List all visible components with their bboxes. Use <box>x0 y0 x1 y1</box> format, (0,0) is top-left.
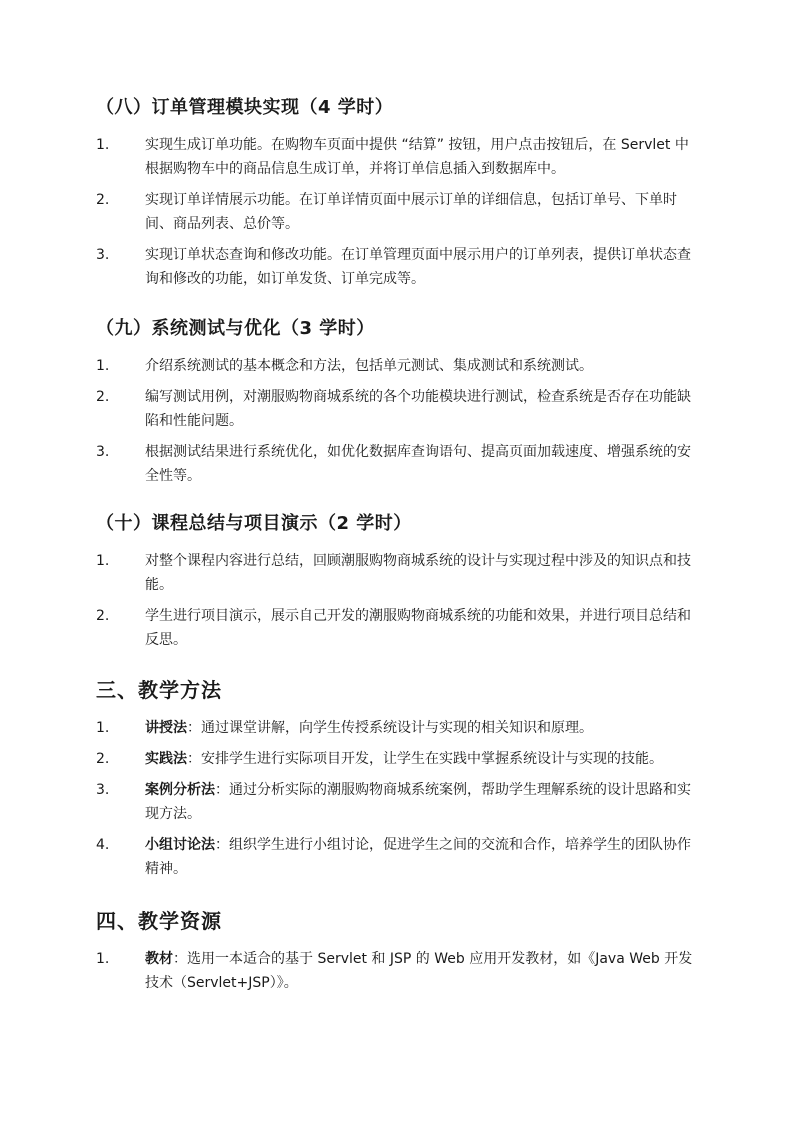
list-item <box>96 716 702 740</box>
item-text: ：选用一本适合的基于 Servlet 和 JSP 的 Web 应用开发教材，如《Java Web 开发技术（Servlet+JSP）》。 <box>145 951 693 991</box>
list-item <box>96 354 702 378</box>
list-item <box>96 133 702 181</box>
item-text: 学生进行项目演示，展示自己开发的潮服购物商城系统的功能和效果，并进行项目总结和反思。 <box>145 608 691 648</box>
section-summary <box>96 511 702 652</box>
item-text: ：通过课堂讲解，向学生传授系统设计与实现的相关知识和原理。 <box>187 720 593 736</box>
item-list <box>96 549 702 652</box>
item-number: 1. <box>96 720 110 736</box>
chapter-heading: 三、教学方法 <box>96 678 222 702</box>
item-number: 2. <box>96 608 110 624</box>
item-text: ：安排学生进行实际项目开发，让学生在实践中掌握系统设计与实现的技能。 <box>187 751 663 767</box>
item-number: 2. <box>96 389 110 405</box>
item-text: 介绍系统测试的基本概念和方法，包括单元测试、集成测试和系统测试。 <box>145 358 593 374</box>
item-list <box>96 354 702 488</box>
item-term: 案例分析法 <box>145 782 215 798</box>
section-heading: （十）课程总结与项目演示（2 学时） <box>96 513 412 534</box>
section-testing <box>96 316 702 488</box>
item-term: 教材 <box>145 951 173 967</box>
list-item <box>96 440 702 488</box>
item-text: 实现订单状态查询和修改功能。在订单管理页面中展示用户的订单列表，提供订单状态查询和修改的功能，如订单发货、订单完成等。 <box>145 247 691 287</box>
item-number: 2. <box>96 751 110 767</box>
section-heading: （九）系统测试与优化（3 学时） <box>96 318 375 339</box>
item-list <box>96 716 702 881</box>
item-number: 1. <box>96 553 110 569</box>
list-item <box>96 747 702 771</box>
item-number: 4. <box>96 837 110 853</box>
list-item <box>96 778 702 826</box>
item-number: 3. <box>96 444 110 460</box>
item-number: 1. <box>96 137 110 153</box>
item-term: 实践法 <box>145 751 187 767</box>
section-heading: （八）订单管理模块实现（4 学时） <box>96 97 394 118</box>
list-item <box>96 549 702 597</box>
section-teaching-resources <box>96 907 702 995</box>
item-list <box>96 133 702 291</box>
section-teaching-methods <box>96 676 702 881</box>
item-text: ：通过分析实际的潮服购物商城系统案例，帮助学生理解系统的设计思路和实现方法。 <box>145 782 691 822</box>
item-number: 2. <box>96 192 110 208</box>
item-number: 3. <box>96 782 110 798</box>
item-list <box>96 947 702 995</box>
list-item <box>96 947 702 995</box>
list-item <box>96 243 702 291</box>
item-number: 1. <box>96 358 110 374</box>
list-item <box>96 833 702 881</box>
item-text: 实现生成订单功能。在购物车页面中提供 “结算” 按钮，用户点击按钮后，在 Servlet 中根据购物车中的商品信息生成订单，并将订单信息插入到数据库中。 <box>145 137 689 177</box>
item-text: 根据测试结果进行系统优化，如优化数据库查询语句、提高页面加载速度、增强系统的安全性等。 <box>145 444 691 484</box>
item-text: 编写测试用例，对潮服购物商城系统的各个功能模块进行测试，检查系统是否存在功能缺陷和性能问题。 <box>145 389 691 429</box>
item-number: 3. <box>96 247 110 263</box>
list-item <box>96 188 702 236</box>
item-text: 实现订单详情展示功能。在订单详情页面中展示订单的详细信息，包括订单号、下单时间、商品列表、总价等。 <box>145 192 677 232</box>
item-text: ：组织学生进行小组讨论，促进学生之间的交流和合作，培养学生的团队协作精神。 <box>145 837 691 877</box>
list-item <box>96 604 702 652</box>
item-term: 讲授法 <box>145 720 187 736</box>
chapter-heading: 四、教学资源 <box>96 909 222 933</box>
item-number: 1. <box>96 951 110 967</box>
item-term: 小组讨论法 <box>145 837 215 853</box>
item-text: 对整个课程内容进行总结，回顾潮服购物商城系统的设计与实现过程中涉及的知识点和技能。 <box>145 553 691 593</box>
section-order-management <box>96 95 702 291</box>
list-item <box>96 385 702 433</box>
